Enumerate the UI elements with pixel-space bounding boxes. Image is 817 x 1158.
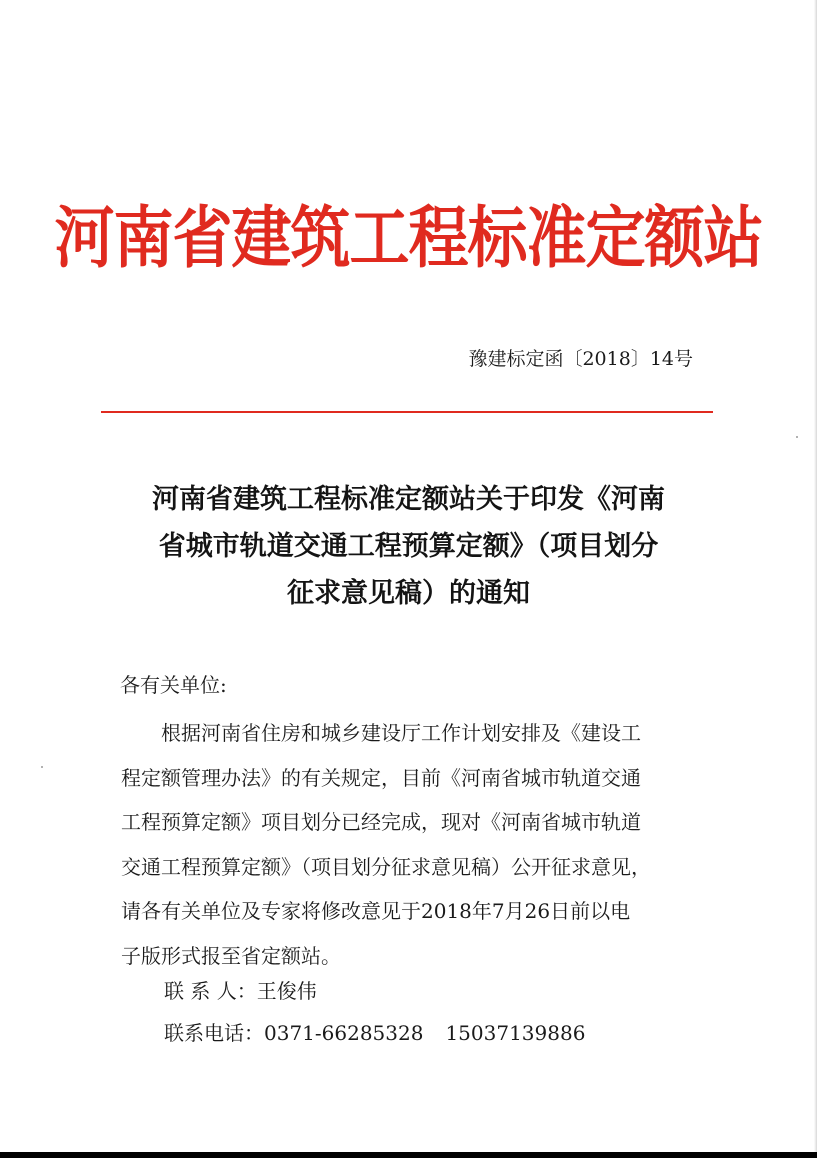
contact-phone [164, 1018, 585, 1048]
contact-phone-label: 联系电话： [164, 1021, 264, 1045]
masthead-title: 河南省建筑工程标准定额站 [54, 199, 763, 278]
notice-title-line-1: 河南省建筑工程标准定额站关于印发《河南 [152, 484, 665, 515]
body-line-6: 子版形式报至省定额站。 [121, 943, 341, 968]
body-line-2: 程定额管理办法》的有关规定，目前《河南省城市轨道交通 [121, 765, 641, 790]
document-number: 豫建标定函〔2018〕14号 [468, 348, 693, 370]
contact-phone-1: 0371-66285328 [264, 1021, 424, 1045]
body-line-5: 请各有关单位及专家将修改意见于2018年7月26日前以电 [121, 899, 631, 924]
body-line-1: 根据河南省住房和城乡建设厅工作计划安排及《建设工 [121, 721, 641, 745]
contact-phone-2: 15037139886 [445, 1021, 586, 1045]
contact-person [164, 976, 317, 1006]
scan-speck [41, 766, 43, 768]
notice-title [100, 476, 717, 617]
salutation: 各有关单位: [120, 673, 227, 697]
body-line-4: 交通工程预算定额》（项目划分征求意见稿）公开征求意见， [121, 854, 651, 879]
notice-body [121, 711, 701, 979]
scan-speck [796, 436, 798, 438]
red-separator-rule [101, 411, 713, 413]
scan-bottom-border [0, 1152, 817, 1158]
notice-title-line-3: 征求意见稿）的通知 [287, 578, 530, 609]
contact-person-name: 王俊伟 [256, 979, 317, 1003]
body-line-3: 工程预算定额》项目划分已经完成，现对《河南省城市轨道 [121, 810, 641, 835]
notice-title-line-2: 省城市轨道交通工程预算定额》（项目划分 [158, 531, 659, 562]
contact-person-label: 联 系 人： [164, 979, 257, 1003]
